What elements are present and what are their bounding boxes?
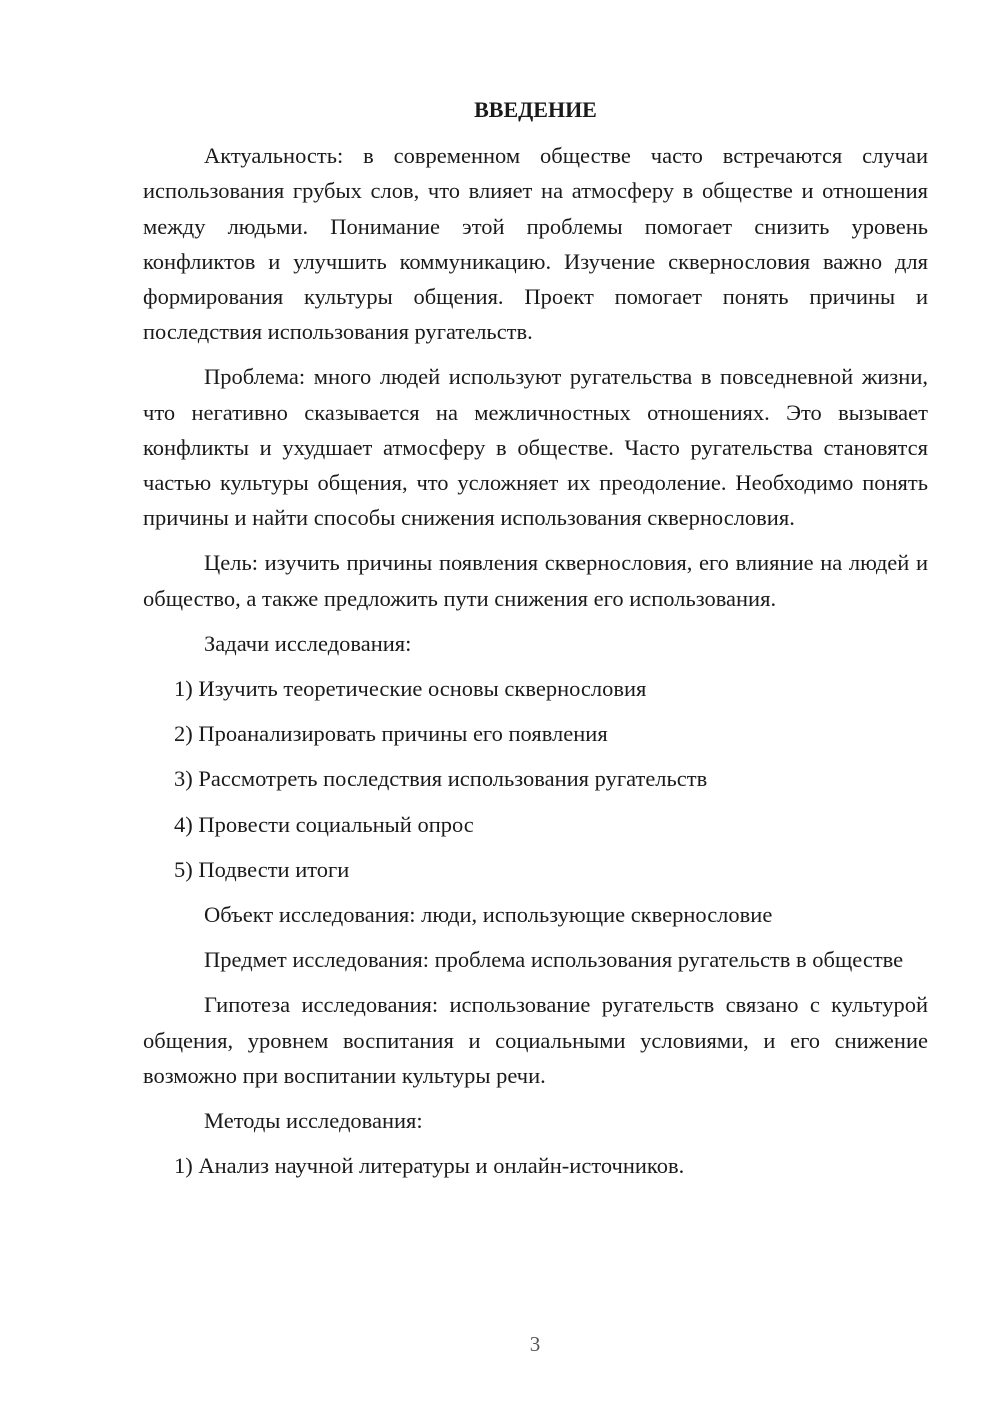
page-content	[143, 92, 928, 1193]
hypothesis-paragraph: Гипотеза исследования: использование ругательств связано с культурой общения, уровнем воспитания и социальными условиями, и его снижение возможно при воспитании культуры речи.	[143, 992, 928, 1088]
goal-paragraph: Цель: изучить причины появления сквернословия, его влияние на людей и общество, а также предложить пути снижения его использования.	[143, 550, 928, 611]
methods-heading: Методы исследования:	[204, 1108, 423, 1134]
tasks-heading: Задачи исследования:	[204, 630, 412, 656]
relevance-paragraph: Актуальность: в современном обществе часто встречаются случаи использования грубых слов, что влияет на атмосферу в обществе и отношения между людьми. Понимание этой проблемы помогает снизить уровень конфликтов и улучшить коммуникацию. Изучение сквернословия важно для формирования культуры общения. Проект помогает понять причины и последствия использования ругательств.	[143, 143, 928, 345]
subject-paragraph: Предмет исследования: проблема использования ругательств в обществе	[204, 947, 904, 973]
task-item: 1) Изучить теоретические основы сквернословия	[174, 676, 647, 702]
page-title: ВВЕДЕНИЕ	[474, 97, 597, 122]
task-item: 2) Проанализировать причины его появления	[174, 721, 608, 747]
task-item: 3) Рассмотреть последствия использования ругательств	[174, 766, 708, 792]
object-paragraph: Объект исследования: люди, использующие сквернословие	[204, 902, 773, 928]
page-number: 3	[529, 1332, 541, 1356]
task-item: 5) Подвести итоги	[174, 856, 350, 882]
method-item: 1) Анализ научной литературы и онлайн-источников.	[174, 1153, 685, 1179]
task-item: 4) Провести социальный опрос	[174, 811, 474, 837]
problem-paragraph: Проблема: много людей используют ругательства в повседневной жизни, что негативно сказывается на межличностных отношениях. Это вызывает конфликты и ухудшает атмосферу в обществе. Часто ругательства становятся частью культуры общения, что усложняет их преодоление. Необходимо понять причины и найти способы снижения использования сквернословия.	[143, 364, 928, 531]
